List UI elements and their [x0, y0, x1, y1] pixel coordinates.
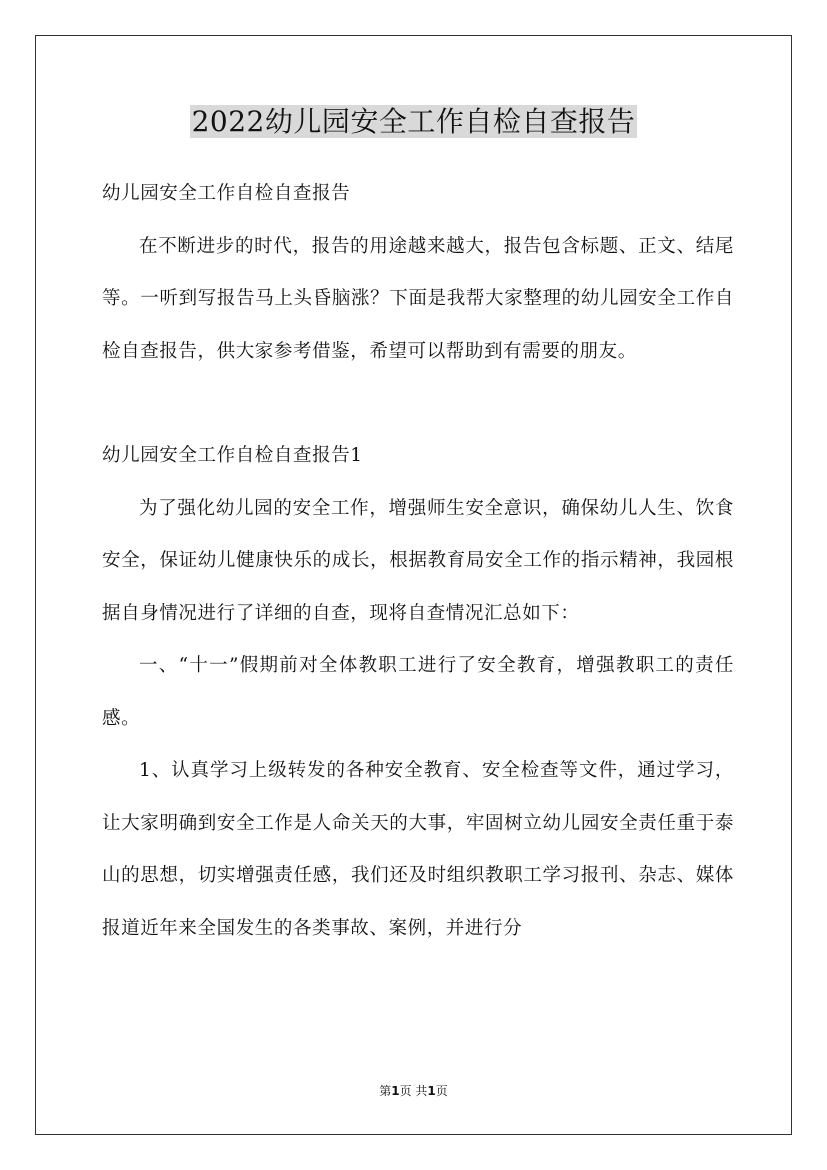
footer-page-suffix: 页 [435, 1084, 448, 1098]
body-paragraph: 一、“十一”假期前对全体教职工进行了安全教育，增强教职工的责任感。 [102, 655, 734, 729]
section-heading: 幼儿园安全工作自检自查报告1 [102, 445, 363, 466]
body-paragraph: 1、认真学习上级转发的各种安全教育、安全检查等文件，通过学习，让大家明确到安全工作是人命关天的大事，牢固树立幼儿园安全责任重于泰山的思想，切实增强责任感，我们还及时组织教职工学习报刊、杂志、媒体报道近年来全国发生的各类事故、案例，并进行分 [102, 760, 734, 939]
page-footer [0, 1082, 827, 1100]
document-title [0, 100, 827, 144]
document-body [102, 168, 734, 955]
footer-page-number: 1 [391, 1084, 400, 1098]
document-title-text: 2022幼儿园安全工作自检自查报告 [191, 105, 636, 138]
section-gap [102, 378, 734, 430]
document-subtitle: 幼儿园安全工作自检自查报告 [102, 183, 351, 204]
footer-page-mid: 页 共 [399, 1084, 428, 1098]
body-paragraph: 为了强化幼儿园的安全工作，增强师生安全意识，确保幼儿人生、饮食安全，保证幼儿健康快乐的成长，根据教育局安全工作的指示精神，我园根据自身情况进行了详细的自查，现将自查情况汇总如下： [102, 497, 734, 624]
footer-page-prefix: 第 [379, 1084, 392, 1098]
intro-paragraph: 在不断进步的时代，报告的用途越来越大，报告包含标题、正文、结尾等。一听到写报告马上头昏脑涨？下面是我帮大家整理的幼儿园安全工作自检自查报告，供大家参考借鉴，希望可以帮助到有需要的朋友。 [102, 235, 734, 362]
footer-page-total: 1 [427, 1084, 436, 1098]
